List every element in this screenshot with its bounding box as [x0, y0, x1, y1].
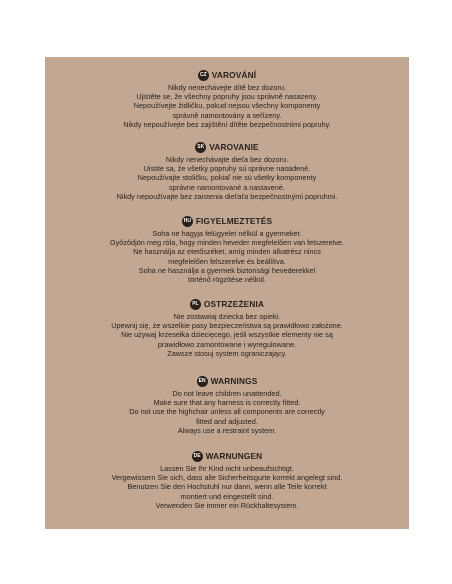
warning-section-pl — [45, 298, 409, 358]
warning-section-en — [45, 375, 409, 435]
section-title: OSTRZEŻENIA — [203, 299, 265, 309]
warning-line: Upewnij się, że wszelkie pasy bezpieczeństwa są prawidłowo założone. — [111, 321, 343, 331]
language-badge-icon: EN — [197, 376, 208, 387]
warning-line: történő rögzítése nélkül. — [188, 275, 266, 285]
warning-section-de — [45, 450, 409, 510]
warning-line: Nepoužívajte stoličku, pokiaľ nie sú všetky komponenty — [137, 173, 317, 183]
warning-line: Nie używaj krzesełka dziecięcego, jeśli wszystkie elementy nie są — [121, 330, 333, 340]
warning-section-cz — [45, 69, 409, 129]
warning-line: Ne használja az etetőszéket, amíg minden alkatrész nincs — [133, 247, 321, 257]
language-badge-icon: CZ — [198, 70, 209, 81]
warning-line: Uistite sa, že všetky popruhy sú správne nasadené. — [143, 164, 311, 174]
warning-line: Always use a restraint system. — [177, 425, 277, 435]
warning-line: Győződjön meg róla, hogy minden heveder megfelelően van felszerelve. — [109, 238, 345, 248]
warnings-panel — [45, 57, 409, 529]
warning-line: Do not leave children unattended. — [172, 389, 282, 398]
warning-line: správně namontovány a seřízeny. — [172, 110, 282, 120]
warning-line: montiert und eingestellt sind. — [180, 491, 274, 501]
warning-line: megfelelően felszerelve és beállítva. — [168, 256, 286, 266]
language-badge-icon: PL — [190, 299, 201, 310]
warning-line: Nikdy nenechávejte dítě bez dozoru. — [167, 83, 287, 92]
warning-line: prawidłowo zamontowane i wyregulowane. — [157, 339, 297, 349]
section-heading — [45, 215, 409, 227]
language-badge-icon: SK — [195, 142, 206, 153]
language-badge-icon: DE — [192, 451, 203, 462]
warning-line: Nie zostawiaj dziecka bez opieki. — [173, 312, 281, 321]
warning-line: Nikdy nenechávajte dieťa bez dozoru. — [165, 155, 289, 164]
warning-line: fitted and adjusted. — [196, 416, 258, 426]
warning-line: Nikdy nepoužívajte bez zaistenia dieťaťa bezpečnostnými popruhmi. — [116, 191, 338, 201]
language-badge-icon: HU — [182, 216, 193, 227]
warning-line: Nepoužívejte židličku, pokud nejsou všechny komponenty — [133, 101, 321, 111]
warning-section-hu — [45, 215, 409, 284]
section-title: WARNUNGEN — [205, 451, 263, 461]
section-title: VAROVÁNÍ — [211, 70, 257, 80]
warning-line: Soha ne használja a gyermek biztonsági hevederekkel — [138, 265, 316, 275]
warning-line: Verwenden Sie immer ein Rückhaltesystem. — [155, 500, 299, 510]
warning-line: Benutzen Sie den Hochstuhl nur dann, wenn alle Teile korrekt — [127, 482, 327, 492]
warning-line: Zawsze stosuj system ograniczający. — [167, 348, 287, 358]
warning-section-sk — [45, 141, 409, 201]
warning-line: Nikdy nepoužívejte bez zajištění dítěte bezpečnostními popruhy. — [123, 119, 331, 129]
section-heading — [45, 141, 409, 153]
section-heading — [45, 375, 409, 387]
warning-line: Soha ne hagyja felügyelet nélkül a gyermeket. — [152, 229, 302, 238]
warning-line: Vergewissern Sie sich, dass alle Sicherheitsgurte korrekt angelegt sind. — [111, 473, 343, 483]
section-title: WARNINGS — [210, 376, 258, 386]
section-heading — [45, 298, 409, 310]
warning-line: Do not use the highchair unless all components are correctly — [129, 407, 325, 417]
warning-line: Lassen Sie Ihr Kind nicht unbeaufsichtigt. — [160, 464, 294, 473]
warning-line: správne namontované a nastavené. — [168, 182, 286, 192]
warning-line: Make sure that any harness is correctly fitted. — [153, 398, 301, 408]
section-heading — [45, 450, 409, 462]
warning-line: Ujistěte se, že všechny popruhy jsou správně nasazeny. — [136, 92, 318, 102]
section-title: FIGYELMEZTETÉS — [195, 216, 273, 226]
section-title: VAROVANIE — [209, 142, 259, 152]
section-heading — [45, 69, 409, 81]
